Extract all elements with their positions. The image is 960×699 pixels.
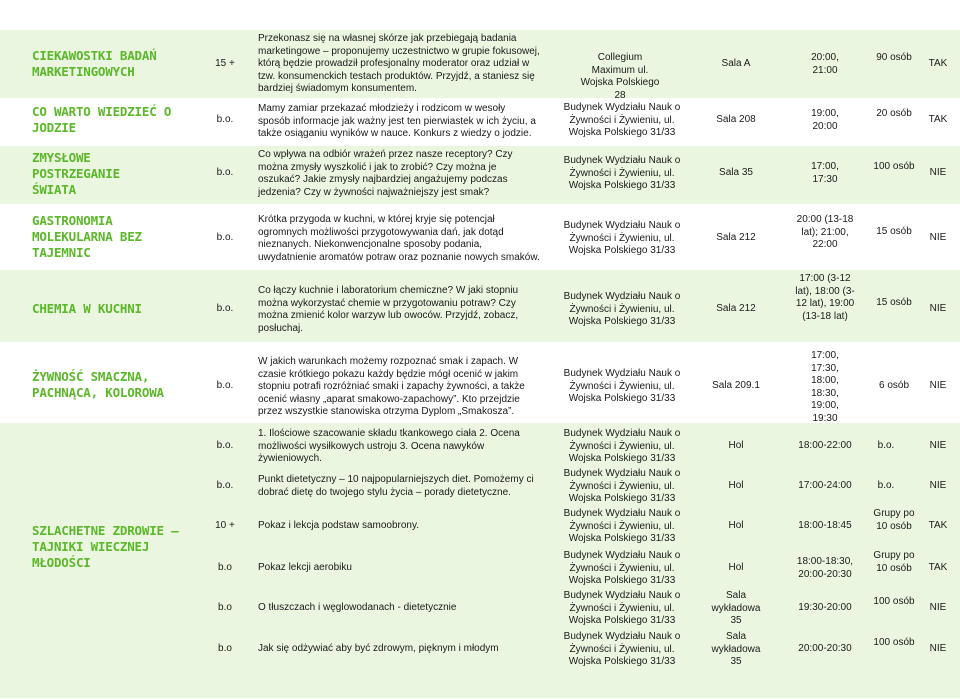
age-cell: 10 + [215,520,235,531]
registration-cell: NIE [929,440,947,451]
room-cell: Hol [728,480,744,491]
time-cell: 18:00-18:30, 20:00-20:30 [796,556,854,580]
time-cell: 18:00-18:45 [798,520,852,531]
description-cell: Pokaz i lekcja podstaw samoobrony. [258,520,420,531]
description-cell: Przekonasz się na własnej skórze jak przebiegają badania marketingowe – proponujemy uczestnictwo w grupie fokusowej, którą będzie prowadził profesjonalny moderator oraz udział w tzw. konsumenckich testach produktów. Przyjdź, a staniesz się bardziej świadomym konsumentem. [258,33,540,95]
time-cell: 19:00, 20:00 [811,108,839,132]
registration-cell: TAK [928,114,948,125]
limit-cell: 100 osób [873,161,915,172]
description-cell: Krótka przygoda w kuchni, w której kryje się potencjał ogromnych możliwości przygotowywania dań, jak dotąd nieznanych. Niekonwencjonalne sposoby podania, uwydatnienie aromatów potraw oraz poznanie nowych smaków. [258,214,540,263]
category-title: CO WARTO WIEDZIEĆ O JODZIE [32,104,172,135]
time-cell: 20:00 (13-18 lat); 21:00, 22:00 [796,214,854,251]
description-cell: Mamy zamiar przekazać młodzieży i rodzicom w wesoły sposób informacje jak ważny jest ten pierwiastek w ich życiu, a także osiąganiu wyników w nauce. Konkurs z wiedzy o jodzie. [258,103,536,140]
room-cell: Sala wykładowa 35 [711,631,761,668]
location-cell: Budynek Wydziału Nauk o Żywności i Żywieniu, ul. Wojska Polskiego 31/33 [563,631,681,668]
description-cell: Co łączy kuchnie i laboratorium chemiczne? W jaki stopniu można wykorzystać chemie w przygotowaniu potraw? Czy można zmienić kolor warzyw lub owoców. Przyjdź, zobacz, posłuchaj. [258,285,519,334]
age-cell: b.o [218,602,232,613]
room-cell: Sala 212 [716,232,756,243]
registration-cell: NIE [929,232,947,243]
description-cell: Pokaz lekcji aerobiku [258,562,352,573]
category-title: ZMYSŁOWE POSTRZEGANIE ŚWIATA [32,150,120,197]
age-cell: 15 + [215,58,235,69]
time-cell: 20:00-20:30 [798,643,852,654]
limit-cell: 6 osób [878,380,910,391]
limit-cell: 15 osób [876,297,912,308]
registration-cell: NIE [929,380,947,391]
description-cell: W jakich warunkach możemy rozpoznać smak i zapach. W czasie krótkiego pokazu każdy będzie mógł ocenić w jakim stopniu potrafi rozróżniać smaki i zapachy żywności, a także ocenić własny „aparat smakowo-zapachowy”. Kto przejdzie przez wszystkie stanowiska otrzyma Dyplom „Smakosza”. [258,356,525,418]
age-cell: b.o. [216,303,234,314]
registration-cell: NIE [929,303,947,314]
room-cell: Sala 35 [719,167,753,178]
registration-cell: TAK [928,520,948,531]
location-cell: Budynek Wydziału Nauk o Żywności i Żywieniu, ul. Wojska Polskiego 31/33 [563,220,681,257]
description-cell: Jak się odżywiać aby być zdrowym, pięknym i młodym [258,643,499,654]
limit-cell: 90 osób [876,52,912,63]
time-cell: 17:00, 17:30 [811,161,839,185]
category-title: CIEKAWOSTKI BADAŃ MARKETINGOWYCH [32,48,157,79]
location-cell: Budynek Wydziału Nauk o Żywności i Żywieniu, ul. Wojska Polskiego 31/33 [563,550,681,587]
room-cell: Sala 208 [716,114,756,125]
location-cell: Budynek Wydziału Nauk o Żywności i Żywieniu, ul. Wojska Polskiego 31/33 [563,468,681,505]
location-cell: Budynek Wydziału Nauk o Żywności i Żywieniu, ul. Wojska Polskiego 31/33 [563,368,681,405]
age-cell: b.o. [216,232,234,243]
age-cell: b.o [218,562,232,573]
registration-cell: NIE [929,167,947,178]
limit-cell: Grupy po 10 osób [873,550,915,574]
location-cell: Budynek Wydziału Nauk o Żywności i Żywieniu, ul. Wojska Polskiego 31/33 [563,102,681,139]
limit-cell: b.o. [877,480,895,491]
description-cell: Punkt dietetyczny – 10 najpopularniejszych diet. Pomożemy ci dobrać dietę do twojego stylu życia – porady dietetyczne. [258,474,534,498]
time-cell: 17:00 (3-12 lat), 18:00 (3-12 lat), 19:00 (13-18 lat) [795,273,855,322]
limit-cell: b.o. [877,440,895,451]
age-cell: b.o. [216,440,234,451]
limit-cell: 20 osób [876,108,912,119]
limit-cell: 15 osób [876,226,912,237]
age-cell: b.o. [216,480,234,491]
age-cell: b.o. [216,167,234,178]
registration-cell: NIE [929,480,947,491]
location-cell: Budynek Wydziału Nauk o Żywności i Żywieniu, ul. Wojska Polskiego 31/33 [563,590,681,627]
registration-cell: TAK [928,58,948,69]
time-cell: 17:00, 17:30, 18:00, 18:30, 19:00, 19:30 [811,350,839,424]
category-title: CHEMIA W KUCHNI [32,301,142,316]
limit-cell: Grupy po 10 osób [873,508,915,532]
category-title: ŻYWNOŚĆ SMACZNA, PACHNĄCA, KOLOROWA [32,369,164,400]
room-cell: Sala 212 [716,303,756,314]
location-cell: Budynek Wydziału Nauk o Żywności i Żywieniu, ul. Wojska Polskiego 31/33 [563,291,681,328]
location-cell: Budynek Wydziału Nauk o Żywności i Żywieniu, ul. Wojska Polskiego 31/33 [563,508,681,545]
time-cell: 19:30-20:00 [798,602,852,613]
age-cell: b.o [218,643,232,654]
age-cell: b.o. [216,380,234,391]
registration-cell: TAK [928,562,948,573]
room-cell: Hol [728,562,744,573]
location-cell: Budynek Wydziału Nauk o Żywności i Żywieniu, ul. Wojska Polskiego 31/33 [563,155,681,192]
room-cell: Sala A [721,58,751,69]
limit-cell: 100 osób [873,596,915,607]
category-title: GASTRONOMIA MOLEKULARNA BEZ TAJEMNIC [32,213,142,260]
registration-cell: NIE [929,643,947,654]
location-cell: Budynek Wydziału Nauk o Żywności i Żywieniu, ul. Wojska Polskiego 31/33 [563,428,681,465]
category-title: SZLACHETNE ZDROWIE – TAJNIKI WIECZNEJ MŁODOŚCI [32,523,179,570]
registration-cell: NIE [929,602,947,613]
location-cell: Collegium Maximum ul. Wojska Polskiego 28 [580,52,660,101]
age-cell: b.o. [216,114,234,125]
time-cell: 18:00-22:00 [798,440,852,451]
room-cell: Hol [728,520,744,531]
description-cell: Co wpływa na odbiór wrażeń przez nasze receptory? Czy można zmysły wyszkolić i jak to zrobić? Czy można je oszukać? Jakie zmysły najbardziej angażujemy podczas jedzenia? Czy w żywności najważniejszy jest smak? [258,149,513,198]
room-cell: Hol [728,440,744,451]
description-cell: O tłuszczach i węglowodanach - dietetycznie [258,602,457,613]
room-cell: Sala wykładowa 35 [711,590,761,627]
limit-cell: 100 osób [873,637,915,648]
time-cell: 17:00-24:00 [798,480,852,491]
room-cell: Sala 209.1 [712,380,760,391]
time-cell: 20:00, 21:00 [811,52,839,76]
description-cell: 1. Ilościowe szacowanie składu tkankowego ciała 2. Ocena możliwości wysiłkowych ustroju 3. Ocena nawyków żywieniowych. [258,428,520,465]
